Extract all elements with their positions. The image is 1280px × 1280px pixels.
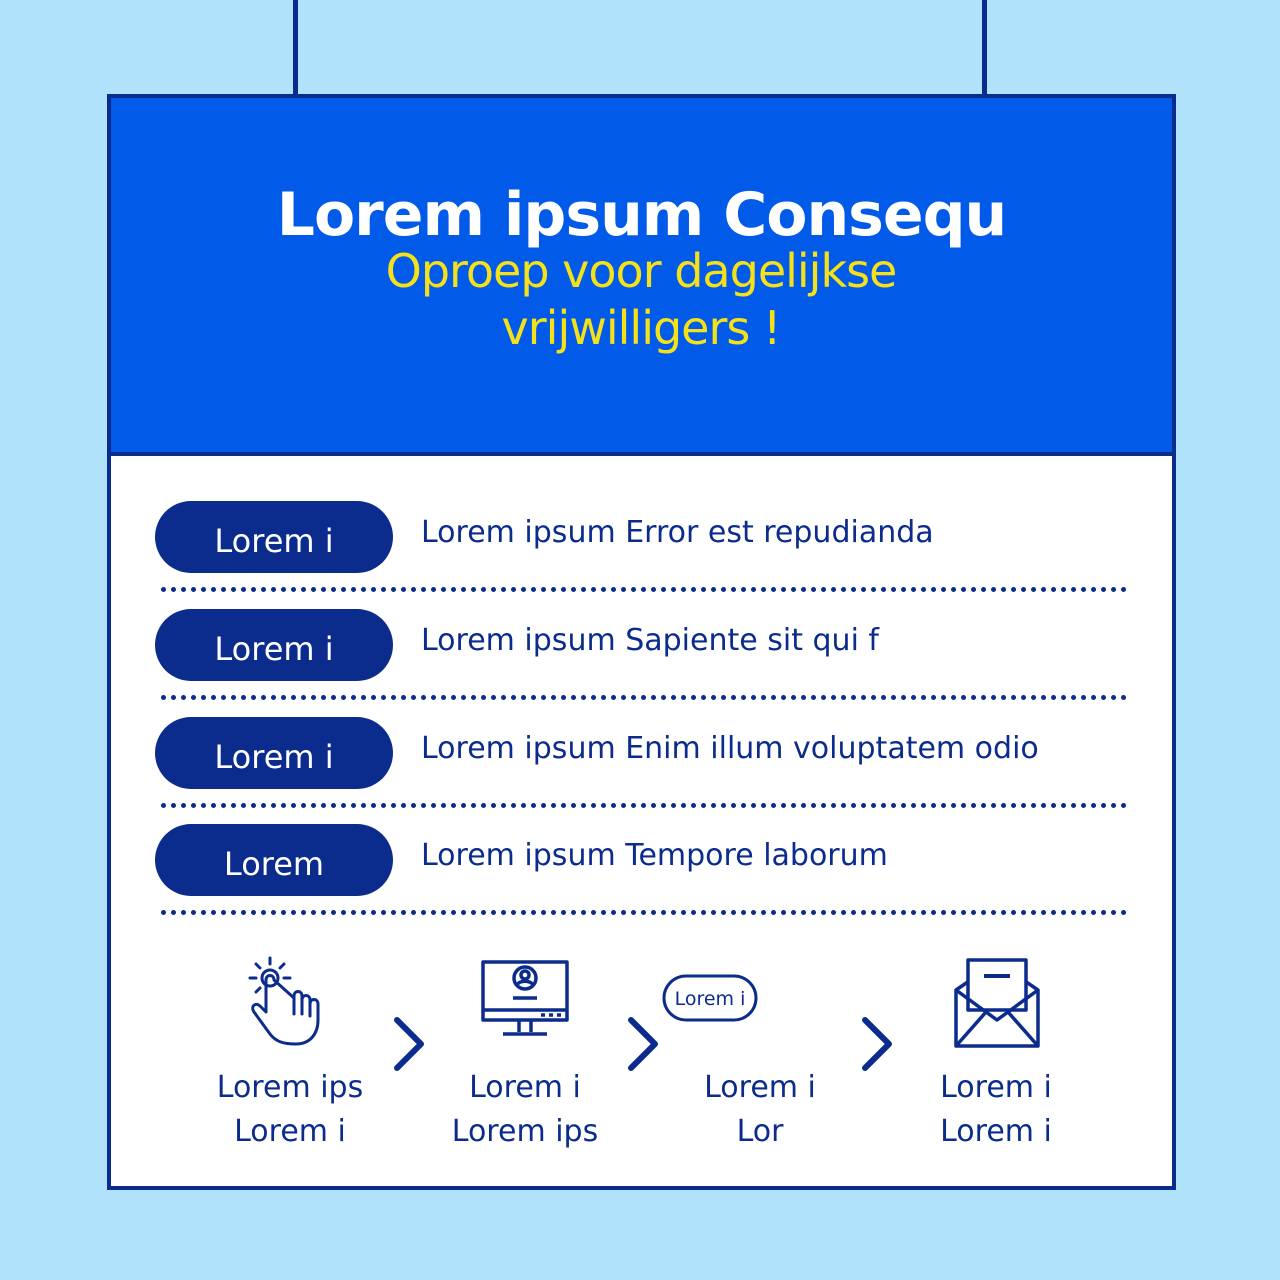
steps-row <box>111 954 1172 1174</box>
page-title: Lorem ipsum Consequ <box>276 180 1007 250</box>
step-3 <box>660 954 860 1154</box>
row-text: Lorem ipsum Tempore laborum <box>421 838 888 873</box>
dotted-divider <box>161 910 1127 915</box>
row-tag: Lorem i <box>155 717 393 789</box>
dotted-divider <box>161 695 1127 700</box>
step-4 <box>896 954 1096 1154</box>
dotted-divider <box>161 587 1127 592</box>
step-label-line-2: Lor <box>736 1114 784 1149</box>
chevron-right-icon <box>857 1014 897 1074</box>
header-banner <box>111 98 1172 456</box>
left-hanger-line <box>293 0 298 98</box>
monitor-user-icon <box>475 954 575 1054</box>
button-icon-text: Lorem i <box>674 988 746 1010</box>
row-tag: Lorem i <box>155 609 393 681</box>
row-tag: Lorem i <box>155 501 393 573</box>
row-text: Lorem ipsum Error est repudianda <box>421 515 934 550</box>
dotted-divider <box>161 803 1127 808</box>
row-text: Lorem ipsum Sapiente sit qui f <box>421 623 879 658</box>
list-item <box>155 609 1127 717</box>
step-label-line-2: Lorem i <box>234 1114 346 1149</box>
step-label-line-2: Lorem i <box>940 1114 1052 1149</box>
step-1 <box>190 954 390 1154</box>
step-label-line-1: Lorem ips <box>216 1070 364 1105</box>
step-label-line-1: Lorem i <box>469 1070 581 1105</box>
right-hanger-line <box>982 0 987 98</box>
button-icon <box>640 954 780 1054</box>
chevron-right-icon <box>389 1014 429 1074</box>
step-label-line-2: Lorem ips <box>451 1114 599 1149</box>
step-label-line-1: Lorem i <box>940 1070 1052 1105</box>
row-tag: Lorem <box>155 824 393 896</box>
list-item <box>155 824 1127 932</box>
step-label-line-1: Lorem i <box>704 1070 816 1105</box>
row-text: Lorem ipsum Enim illum voluptatem odio <box>421 731 1039 766</box>
page-subtitle: Oproep voor dagelijkse vrijwilligers ! <box>385 244 897 355</box>
envelope-icon <box>946 954 1046 1054</box>
list-item <box>155 717 1127 825</box>
tap-hand-icon <box>240 954 340 1054</box>
board <box>107 94 1176 1190</box>
step-2 <box>425 954 625 1154</box>
list-item <box>155 501 1127 609</box>
